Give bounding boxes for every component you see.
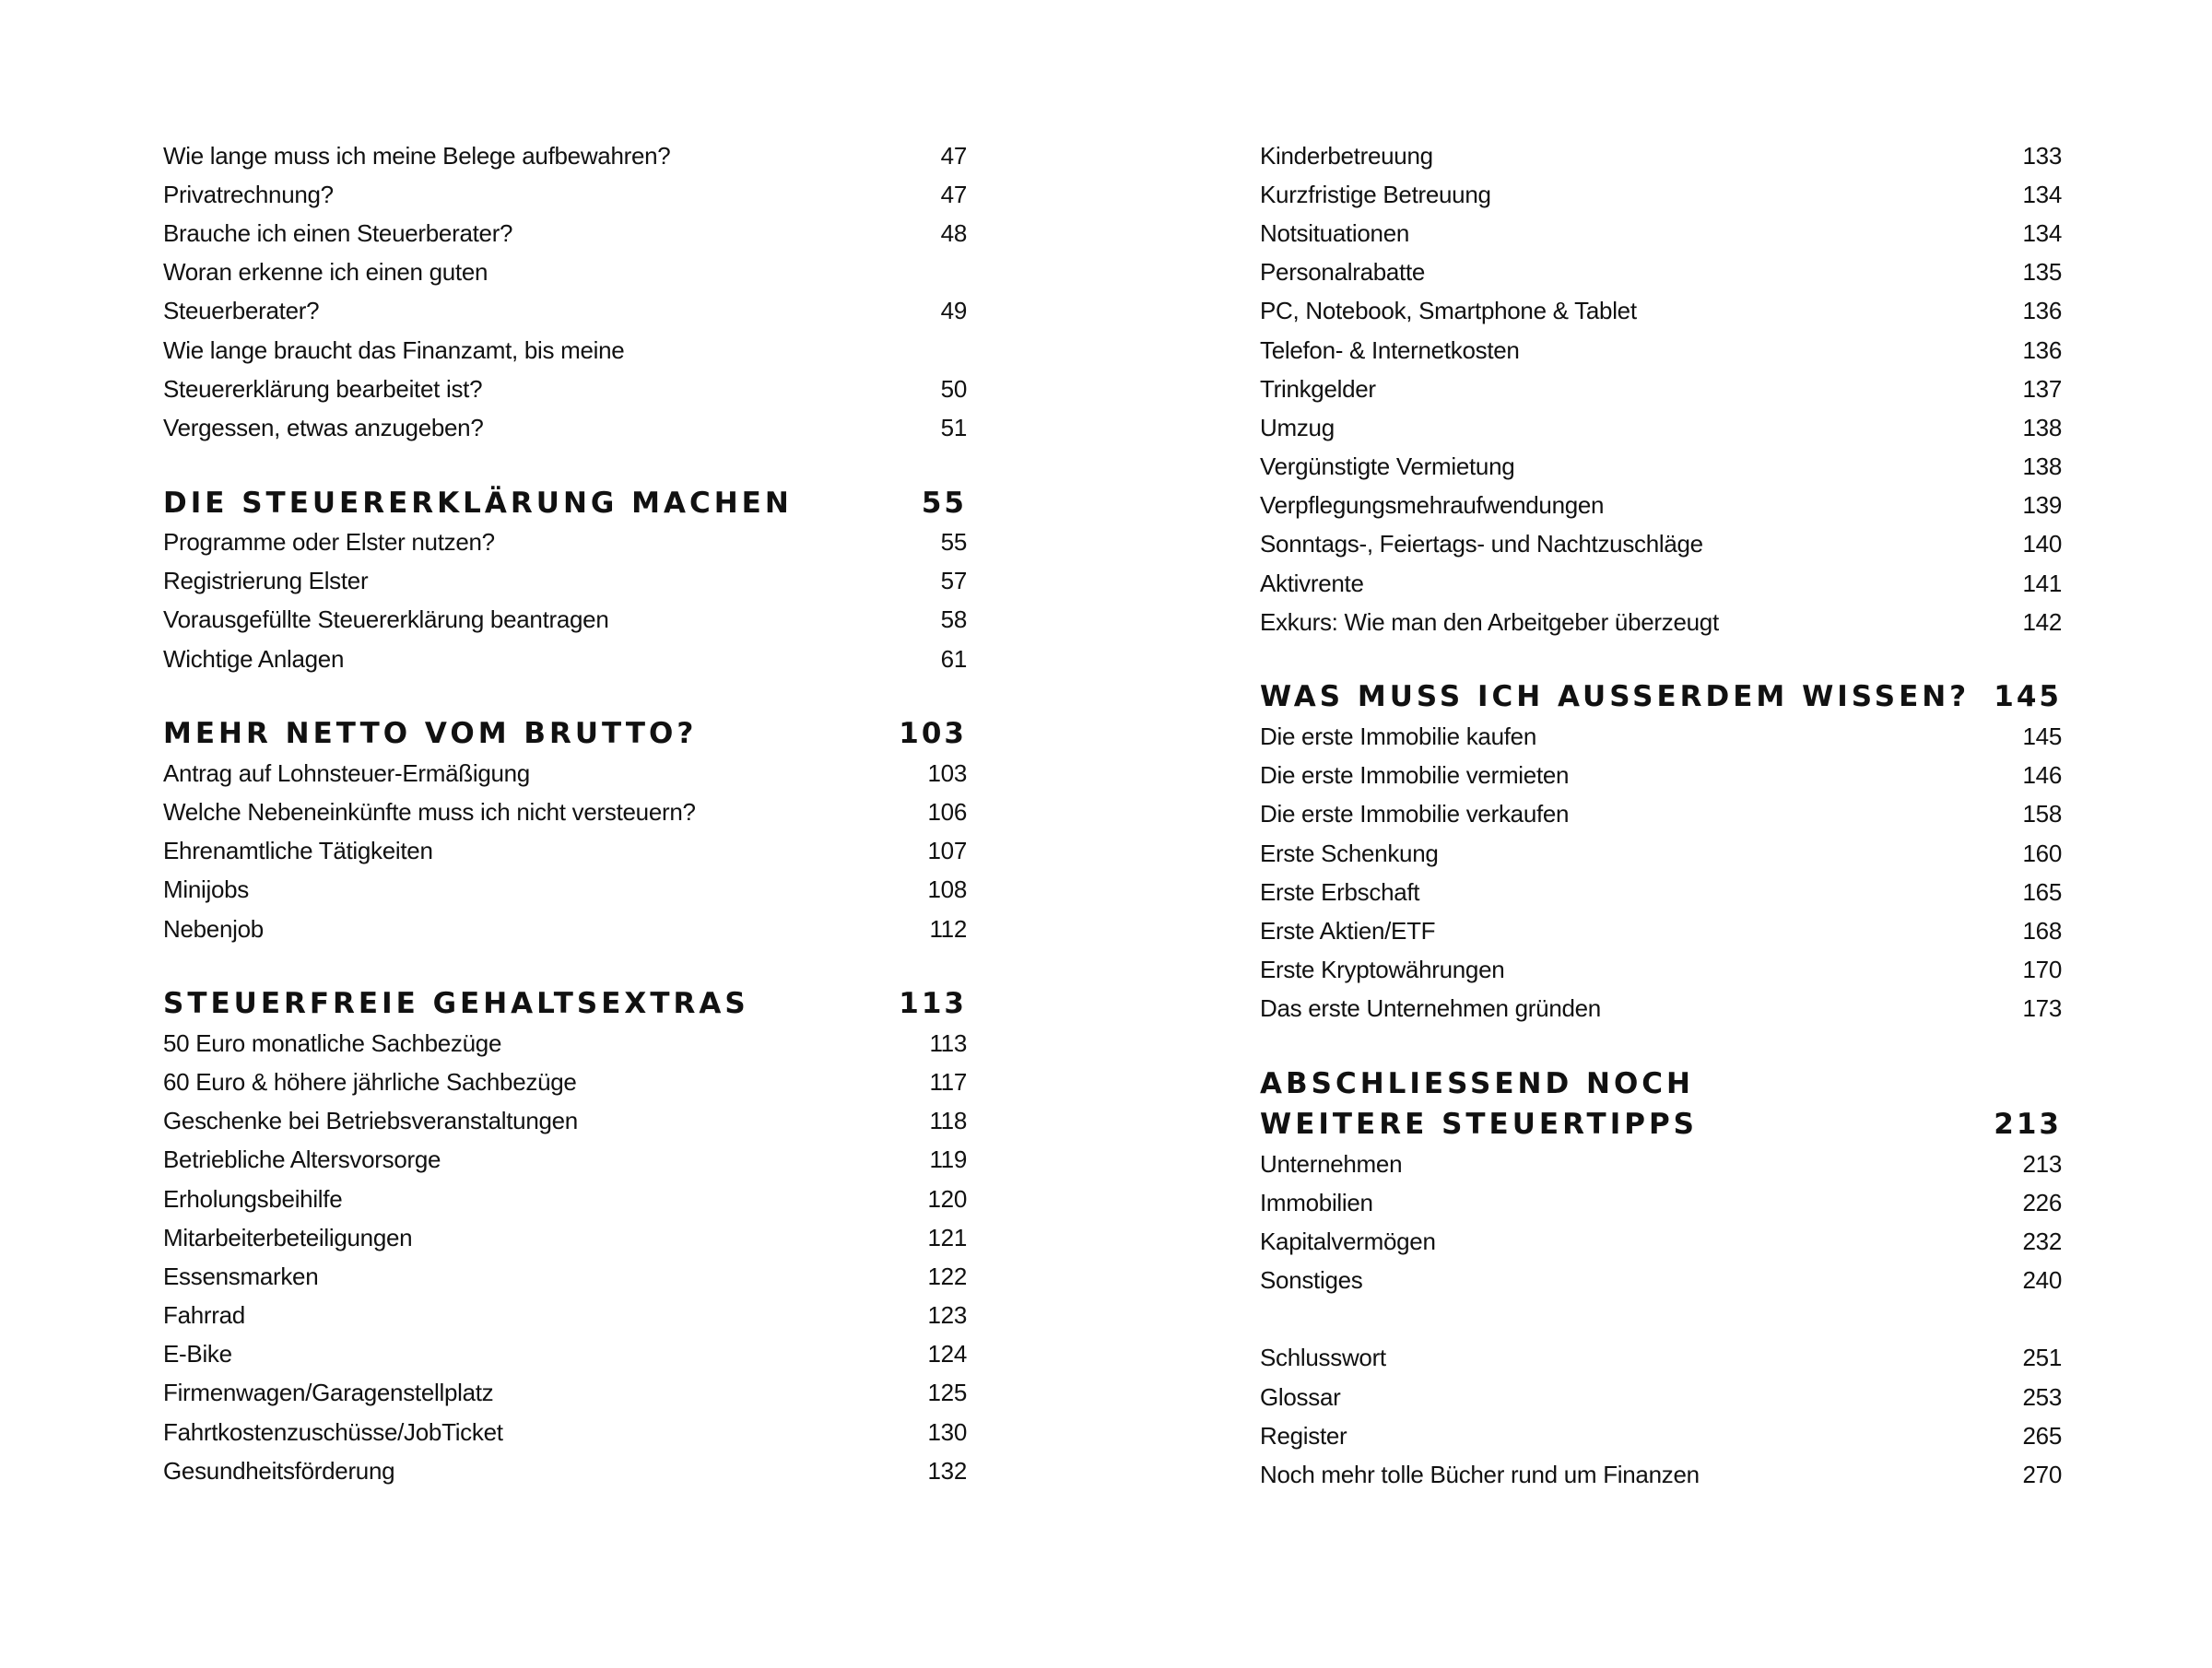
page-number: 138	[2022, 452, 2062, 481]
toc-entry	[1260, 757, 2062, 795]
toc-entry	[1260, 1145, 2062, 1183]
toc-entry	[1260, 1183, 2062, 1222]
entry-title: Unternehmen	[1260, 1149, 1403, 1178]
toc-entry	[1260, 408, 2062, 447]
entry-title: Die erste Immobilie vermieten	[1260, 761, 1570, 790]
page-number: 55	[940, 528, 967, 557]
toc-entry	[163, 1218, 967, 1257]
entry-title: Mitarbeiterbeteiligungen	[163, 1223, 413, 1251]
toc-entry	[1260, 136, 2062, 175]
toc-entry	[163, 754, 967, 793]
page-number: 137	[2022, 374, 2062, 403]
entry-title: Gesundheitsförderung	[163, 1456, 395, 1485]
entry-title: Immobilien	[1260, 1188, 1373, 1216]
page-number: 134	[2022, 180, 2062, 208]
entry-title: Register	[1260, 1421, 1347, 1450]
entry-title: Firmenwagen/Garagenstellplatz	[163, 1379, 494, 1407]
page-number: 146	[2022, 761, 2062, 790]
toc-entry	[163, 1102, 967, 1141]
toc-entry	[163, 910, 967, 948]
page-number: 168	[2022, 916, 2062, 945]
page-number: 213	[1994, 1107, 2062, 1141]
entry-title: Erste Aktien/ETF	[1260, 916, 1436, 945]
page-number: 142	[2022, 607, 2062, 636]
toc-entry	[163, 793, 967, 831]
entry-title: Aktivrente	[1260, 569, 1364, 597]
entry-title: Verpflegungsmehraufwendungen	[1260, 491, 1605, 520]
toc-entry	[1260, 525, 2062, 564]
toc-entry	[163, 1335, 967, 1374]
page-number: 145	[1994, 680, 2062, 714]
entry-title: Registrierung Elster	[163, 567, 369, 595]
chapter-title: MEHR NETTO VOM BRUTTO?	[163, 717, 698, 751]
entry-title: Sonstiges	[1260, 1266, 1363, 1295]
toc-entry	[163, 292, 967, 331]
entry-title: 50 Euro monatliche Sachbezüge	[163, 1028, 502, 1057]
toc-entry	[163, 640, 967, 678]
toc-entry	[1260, 717, 2062, 756]
page-number: 134	[2022, 218, 2062, 247]
entry-title: Vergessen, etwas anzugeben?	[163, 413, 484, 441]
page-number: 55	[921, 486, 967, 520]
toc-entry	[1260, 564, 2062, 603]
toc-entry	[1260, 873, 2062, 911]
page-number: 133	[2022, 141, 2062, 170]
entry-title: E-Bike	[163, 1340, 232, 1368]
entry-title: Kapitalvermögen	[1260, 1227, 1436, 1255]
toc-entry	[1260, 795, 2062, 834]
page-number: 103	[927, 758, 967, 787]
page-number: 123	[927, 1301, 967, 1330]
toc-entry	[163, 1063, 967, 1101]
toc-entry	[163, 408, 967, 447]
entry-title: Trinkgelder	[1260, 374, 1376, 403]
chapter-title: WAS MUSS ICH AUSSERDEM WISSEN?	[1260, 680, 1971, 714]
entry-title: Sonntags-, Feiertags- und Nachtzuschläge	[1260, 530, 1703, 558]
toc-entry	[1260, 1455, 2062, 1494]
entry-title: Das erste Unternehmen gründen	[1260, 994, 1601, 1023]
page-number: 106	[927, 798, 967, 827]
toc-entry	[1260, 331, 2062, 370]
toc-entry	[163, 1180, 967, 1218]
page-number: 108	[927, 875, 967, 904]
entry-title: Erholungsbeihilfe	[163, 1184, 343, 1213]
chapter-title: DIE STEUERERKLÄRUNG MACHEN	[163, 486, 793, 520]
page-number: 132	[927, 1456, 967, 1485]
toc-entry	[163, 253, 967, 292]
page-number: 57	[940, 567, 967, 595]
toc-entry	[1260, 253, 2062, 292]
page-number: 251	[2022, 1344, 2062, 1372]
entry-title: Privatrechnung?	[163, 180, 334, 208]
page-number: 107	[927, 837, 967, 865]
entry-title: Erste Kryptowährungen	[1260, 956, 1505, 984]
entry-title: Programme oder Elster nutzen?	[163, 528, 495, 557]
entry-title: Fahrrad	[163, 1301, 245, 1330]
entry-title: Minijobs	[163, 875, 249, 904]
page-number: 138	[2022, 413, 2062, 441]
page-number: 47	[940, 180, 967, 208]
toc-entry	[1260, 214, 2062, 253]
entry-title: Umzug	[1260, 413, 1335, 441]
toc-entry	[163, 1413, 967, 1451]
entry-title: Wie lange braucht das Finanzamt, bis meine	[163, 335, 625, 364]
page-number: 173	[2022, 994, 2062, 1023]
page-number: 48	[940, 218, 967, 247]
toc-entry	[1260, 292, 2062, 331]
page-number: 145	[2022, 722, 2062, 751]
entry-title: Telefon- & Internetkosten	[1260, 335, 1520, 364]
toc-entry	[1260, 951, 2062, 990]
toc-entry	[1260, 1378, 2062, 1416]
toc-chapter-heading	[1260, 1063, 2062, 1145]
page-number: 50	[940, 374, 967, 403]
page-number: 61	[940, 644, 967, 673]
page-number: 140	[2022, 530, 2062, 558]
page-number: 136	[2022, 335, 2062, 364]
toc-entry	[1260, 448, 2062, 487]
entry-title: Noch mehr tolle Bücher rund um Finanzen	[1260, 1461, 1700, 1489]
page-number: 113	[929, 1028, 967, 1057]
entry-title: Fahrtkostenzuschüsse/JobTicket	[163, 1417, 503, 1446]
entry-title: Steuerberater?	[163, 297, 320, 325]
page-number: 165	[2022, 877, 2062, 906]
toc-entry	[163, 523, 967, 562]
page-number: 125	[927, 1379, 967, 1407]
page-number: 265	[2022, 1421, 2062, 1450]
page-number: 253	[2022, 1382, 2062, 1411]
entry-title: 60 Euro & höhere jährliche Sachbezüge	[163, 1067, 577, 1096]
page-number: 49	[940, 297, 967, 325]
page-number: 58	[940, 605, 967, 634]
toc-entry	[1260, 1262, 2062, 1300]
toc-entry	[163, 136, 967, 175]
page-number: 160	[2022, 839, 2062, 867]
page-number: 120	[927, 1184, 967, 1213]
page-number: 112	[929, 914, 967, 943]
toc-entry	[163, 1141, 967, 1180]
page-number: 47	[940, 141, 967, 170]
toc-entry	[1260, 990, 2062, 1028]
toc-chapter-heading	[163, 483, 967, 523]
entry-title: Steuererklärung bearbeitet ist?	[163, 374, 483, 403]
page-number: 122	[927, 1262, 967, 1290]
entry-title: Exkurs: Wie man den Arbeitgeber überzeugt	[1260, 607, 1719, 636]
entry-title: Schlusswort	[1260, 1344, 1386, 1372]
page-number: 226	[2022, 1188, 2062, 1216]
toc-entry	[1260, 1339, 2062, 1378]
page-number: 51	[940, 413, 967, 441]
spacer	[1260, 1300, 2062, 1339]
toc-entry	[1260, 603, 2062, 641]
page-number: 141	[2022, 569, 2062, 597]
entry-title: Erste Erbschaft	[1260, 877, 1420, 906]
entry-title: PC, Notebook, Smartphone & Tablet	[1260, 297, 1637, 325]
entry-title: Antrag auf Lohnsteuer-Ermäßigung	[163, 758, 530, 787]
entry-title: Personalrabatte	[1260, 258, 1426, 287]
toc-entry	[1260, 175, 2062, 214]
toc-entry	[163, 562, 967, 601]
toc-entry	[163, 1374, 967, 1413]
entry-title: Brauche ich einen Steuerberater?	[163, 218, 513, 247]
entry-title: Kinderbetreuung	[1260, 141, 1433, 170]
toc-entry	[163, 175, 967, 214]
toc-entry	[163, 1024, 967, 1063]
entry-title: Wie lange muss ich meine Belege aufbewahren?	[163, 141, 671, 170]
toc-entry	[163, 832, 967, 871]
toc-column-right	[1260, 136, 2062, 1495]
entry-title: Nebenjob	[163, 914, 264, 943]
toc-column-left	[163, 136, 967, 1490]
toc-entry	[163, 1451, 967, 1490]
page-number: 113	[899, 987, 967, 1021]
toc-entry	[163, 370, 967, 408]
page-number: 232	[2022, 1227, 2062, 1255]
chapter-title: ABSCHLIESSEND NOCH WEITERE STEUERTIPPS	[1260, 1066, 1698, 1141]
entry-title: Ehrenamtliche Tätigkeiten	[163, 837, 433, 865]
entry-title: Die erste Immobilie kaufen	[1260, 722, 1536, 751]
entry-title: Vergünstigte Vermietung	[1260, 452, 1515, 481]
toc-entry	[163, 601, 967, 640]
entry-title: Welche Nebeneinkünfte muss ich nicht versteuern?	[163, 798, 696, 827]
entry-title: Die erste Immobilie verkaufen	[1260, 800, 1570, 828]
page-number: 135	[2022, 258, 2062, 287]
page-number: 136	[2022, 297, 2062, 325]
page-number: 158	[2022, 800, 2062, 828]
entry-title: Essensmarken	[163, 1262, 319, 1290]
toc-chapter-heading	[163, 713, 967, 754]
entry-title: Betriebliche Altersvorsorge	[163, 1145, 441, 1174]
toc-entry	[163, 214, 967, 253]
toc-chapter-heading	[1260, 676, 2062, 717]
page-number: 103	[899, 717, 967, 751]
toc-entry	[1260, 911, 2062, 950]
chapter-title: STEUERFREIE GEHALTSEXTRAS	[163, 987, 749, 1021]
entry-title: Notsituationen	[1260, 218, 1410, 247]
page-number: 213	[2022, 1149, 2062, 1178]
toc-entry	[1260, 1222, 2062, 1261]
entry-title: Vorausgefüllte Steuererklärung beantragen	[163, 605, 609, 634]
toc-entry	[163, 871, 967, 910]
entry-title: Woran erkenne ich einen guten	[163, 258, 488, 287]
entry-title: Glossar	[1260, 1382, 1341, 1411]
page-number: 139	[2022, 491, 2062, 520]
page-number: 170	[2022, 956, 2062, 984]
page-number: 270	[2022, 1461, 2062, 1489]
page-number: 240	[2022, 1266, 2062, 1295]
toc-entry	[1260, 834, 2062, 873]
toc-entry	[1260, 370, 2062, 408]
toc-entry	[163, 1257, 967, 1296]
entry-title: Wichtige Anlagen	[163, 644, 345, 673]
toc-chapter-heading	[163, 983, 967, 1024]
toc-entry	[1260, 1416, 2062, 1455]
page-number: 117	[929, 1067, 967, 1096]
page-number: 121	[927, 1223, 967, 1251]
toc-entry	[163, 331, 967, 370]
entry-title: Kurzfristige Betreuung	[1260, 180, 1491, 208]
entry-title: Geschenke bei Betriebsveranstaltungen	[163, 1107, 578, 1135]
entry-title: Erste Schenkung	[1260, 839, 1439, 867]
page-number: 124	[927, 1340, 967, 1368]
page-number: 119	[929, 1145, 967, 1174]
toc-entry	[1260, 487, 2062, 525]
page-number: 130	[927, 1417, 967, 1446]
toc-entry	[163, 1297, 967, 1335]
page-number: 118	[929, 1107, 967, 1135]
